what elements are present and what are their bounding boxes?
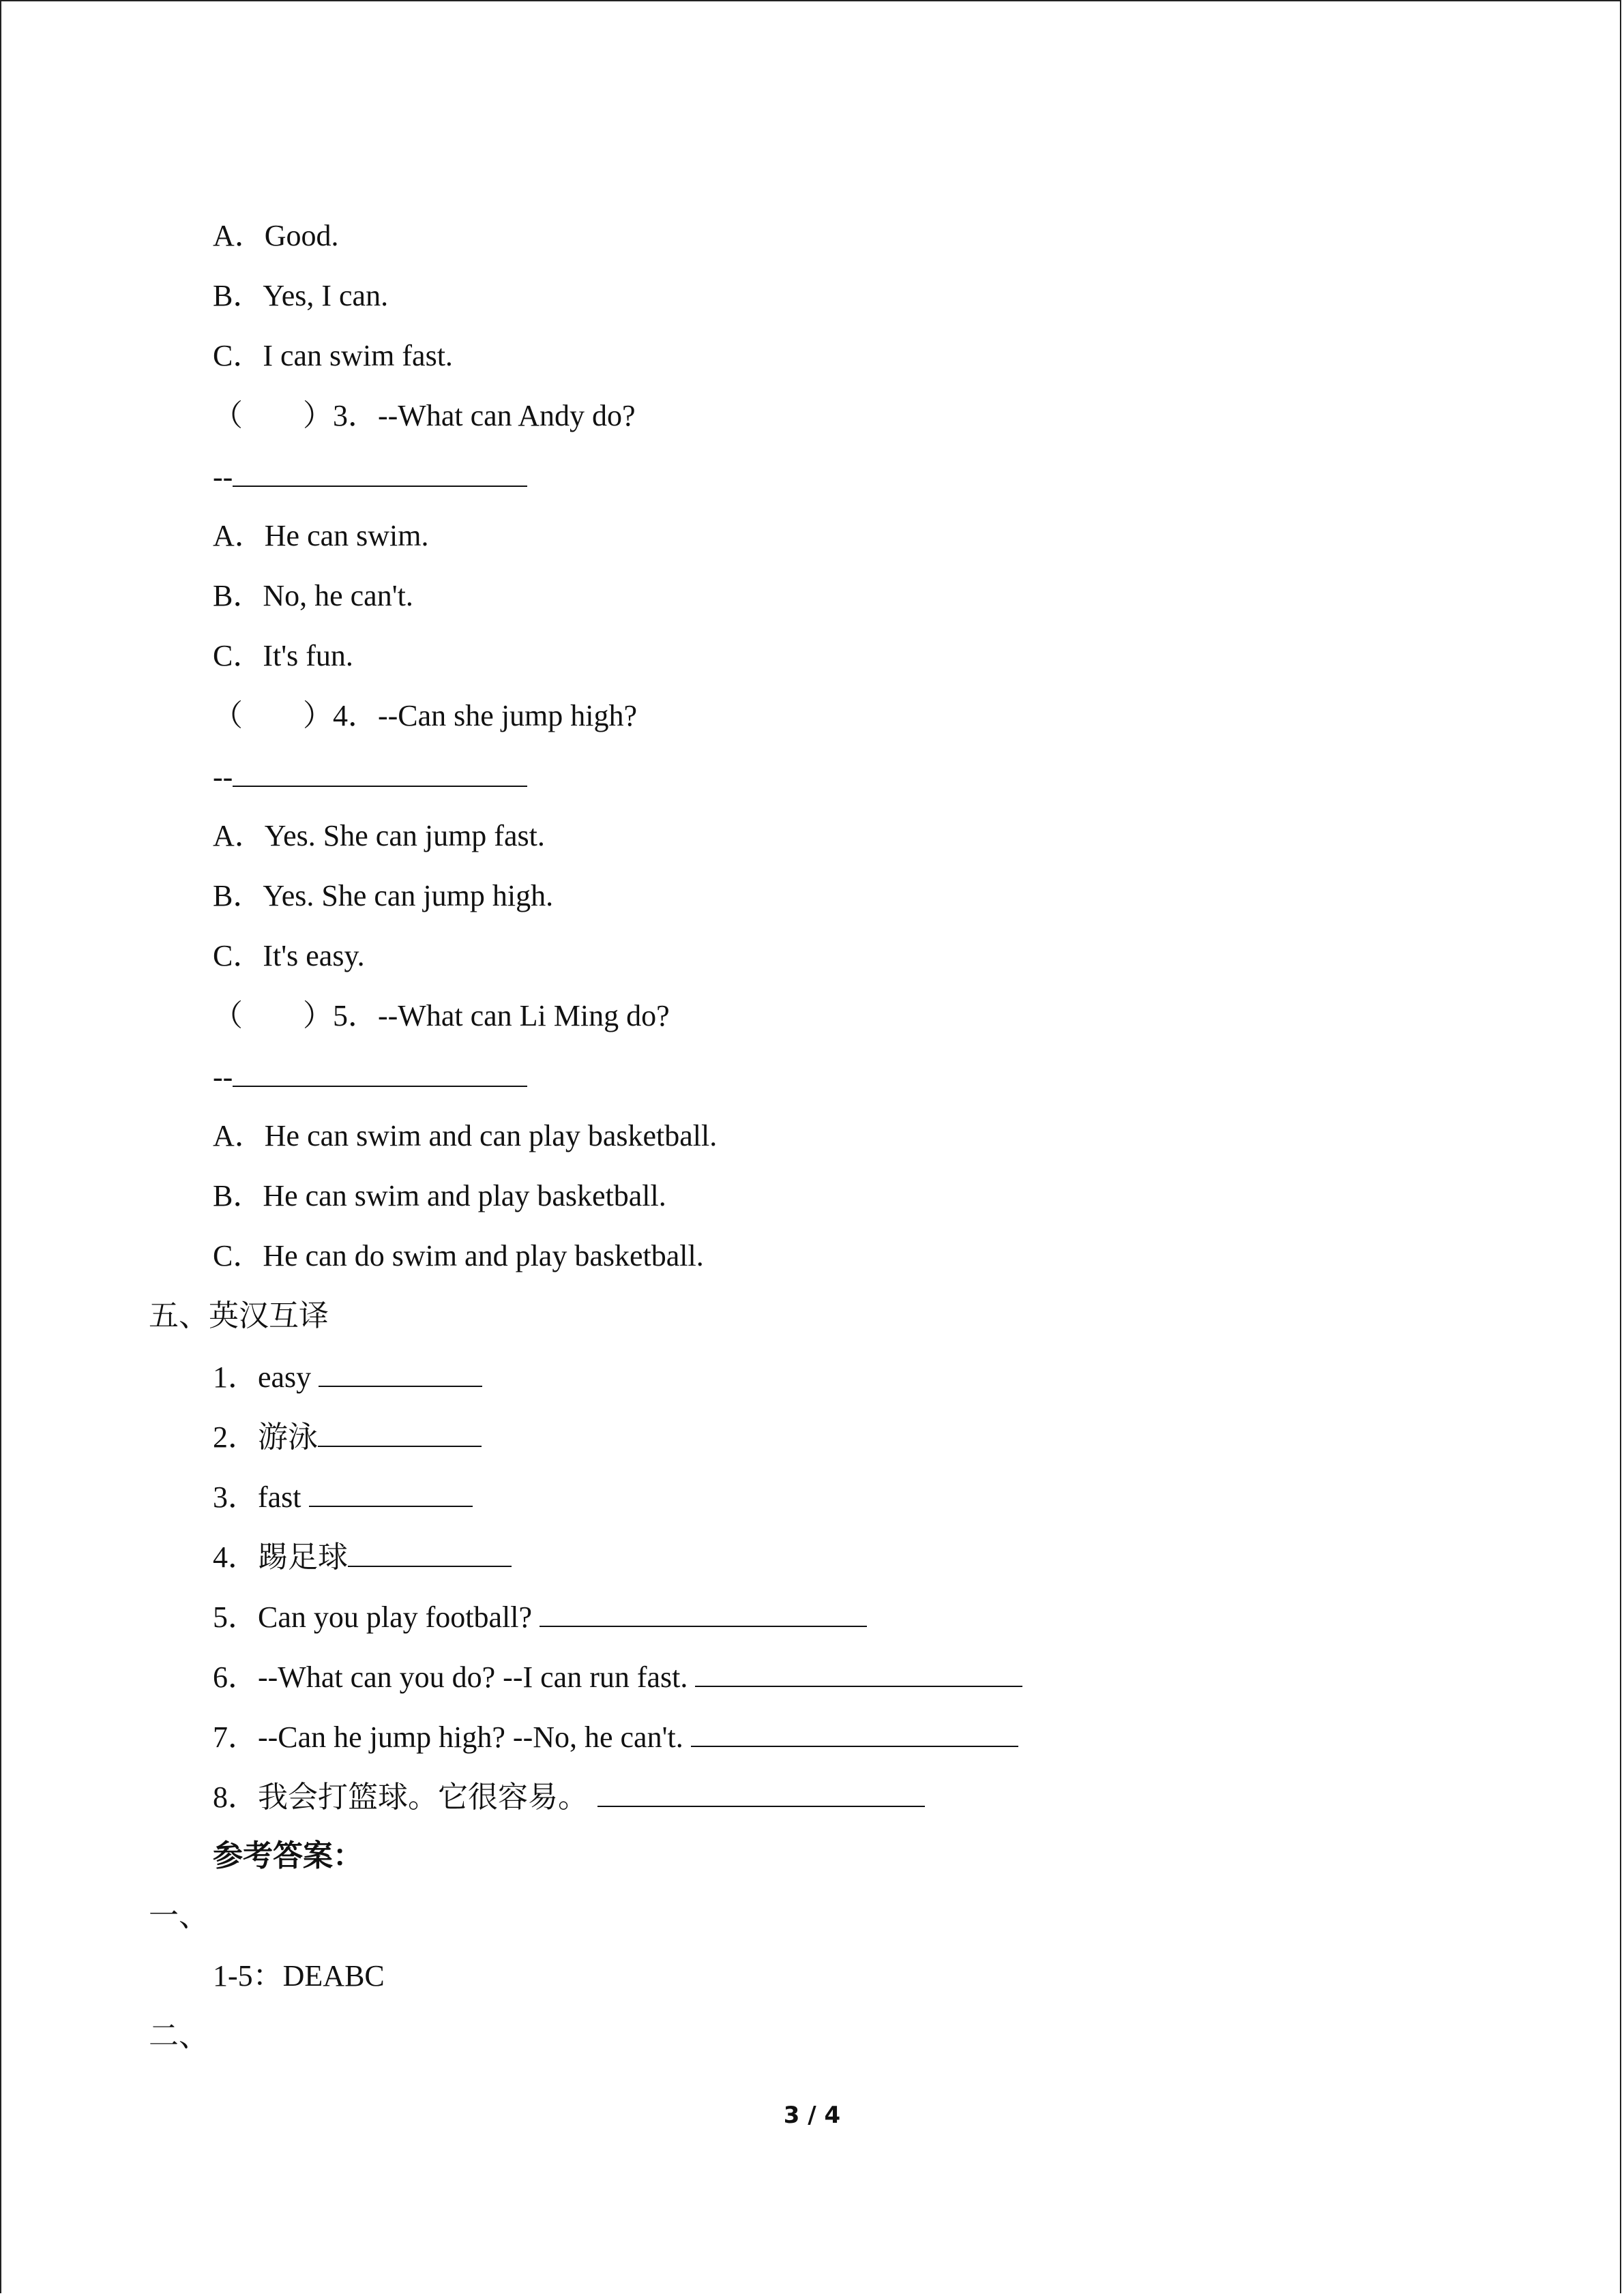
- page-number: 3 / 4: [783, 2102, 841, 2129]
- q5-option-b: B．He can swim and play basketball.: [213, 1179, 666, 1212]
- answer-blank[interactable]: [540, 1596, 867, 1627]
- translate-item-1: 1．easy: [213, 1356, 482, 1398]
- answer-blank[interactable]: [597, 1776, 925, 1807]
- q4-option-b: B．Yes. She can jump high.: [213, 879, 554, 912]
- answers-section1-label: 一、: [149, 1899, 209, 1933]
- translate-item-7: 7．--Can he jump high? --No, he can't.: [213, 1716, 1018, 1758]
- answer-blank[interactable]: [233, 1056, 527, 1087]
- answer-blank[interactable]: [233, 756, 527, 787]
- q2-option-a: A．Good.: [213, 219, 339, 252]
- translate-item-5: 5．Can you play football?: [213, 1596, 867, 1638]
- q5-answer-line: [213, 1056, 527, 1098]
- answer-blank[interactable]: [319, 1356, 482, 1387]
- q2-option-c: C．I can swim fast.: [213, 339, 453, 372]
- answers-section2-label: 二、: [149, 2019, 209, 2053]
- answer-blank[interactable]: [348, 1536, 512, 1567]
- q5-question: （ ）5．--What can Li Ming do?: [213, 999, 670, 1032]
- q3-option-a: A．He can swim.: [213, 519, 429, 552]
- q4-question: （ ）4．--Can she jump high?: [213, 699, 638, 732]
- translate-item-4: 4．踢足球: [213, 1536, 512, 1578]
- q4-answer-line: [213, 756, 527, 798]
- q5-option-a: A．He can swim and can play basketball.: [213, 1119, 718, 1152]
- q3-option-c: C．It's fun.: [213, 639, 353, 672]
- answer-prefix: --: [213, 760, 233, 794]
- translate-item-2: 2．游泳: [213, 1416, 482, 1458]
- answers-section1-answer: 1-5：DEABC: [213, 1959, 385, 1993]
- answer-blank[interactable]: [695, 1656, 1022, 1687]
- answer-prefix: --: [213, 460, 233, 494]
- q3-question: （ ）3．--What can Andy do?: [213, 399, 636, 432]
- q4-option-c: C．It's easy.: [213, 939, 365, 972]
- translate-item-6: 6．--What can you do? --I can run fast.: [213, 1656, 1022, 1698]
- q3-option-b: B．No, he can't.: [213, 579, 413, 612]
- answer-blank[interactable]: [318, 1416, 482, 1447]
- section5-title: 五、英汉互译: [149, 1299, 329, 1332]
- answer-blank[interactable]: [691, 1716, 1018, 1747]
- q5-option-c: C．He can do swim and play basketball.: [213, 1239, 704, 1272]
- q4-option-a: A．Yes. She can jump fast.: [213, 819, 545, 852]
- q2-option-b: B．Yes, I can.: [213, 279, 389, 312]
- translate-item-3: 3．fast: [213, 1476, 473, 1518]
- translate-item-8: 8．我会打篮球。它很容易。: [213, 1776, 925, 1818]
- answer-blank[interactable]: [233, 456, 527, 487]
- answers-title: 参考答案：: [213, 1839, 363, 1873]
- answer-prefix: --: [213, 1060, 233, 1094]
- q3-answer-line: [213, 456, 527, 498]
- answer-blank[interactable]: [309, 1476, 473, 1507]
